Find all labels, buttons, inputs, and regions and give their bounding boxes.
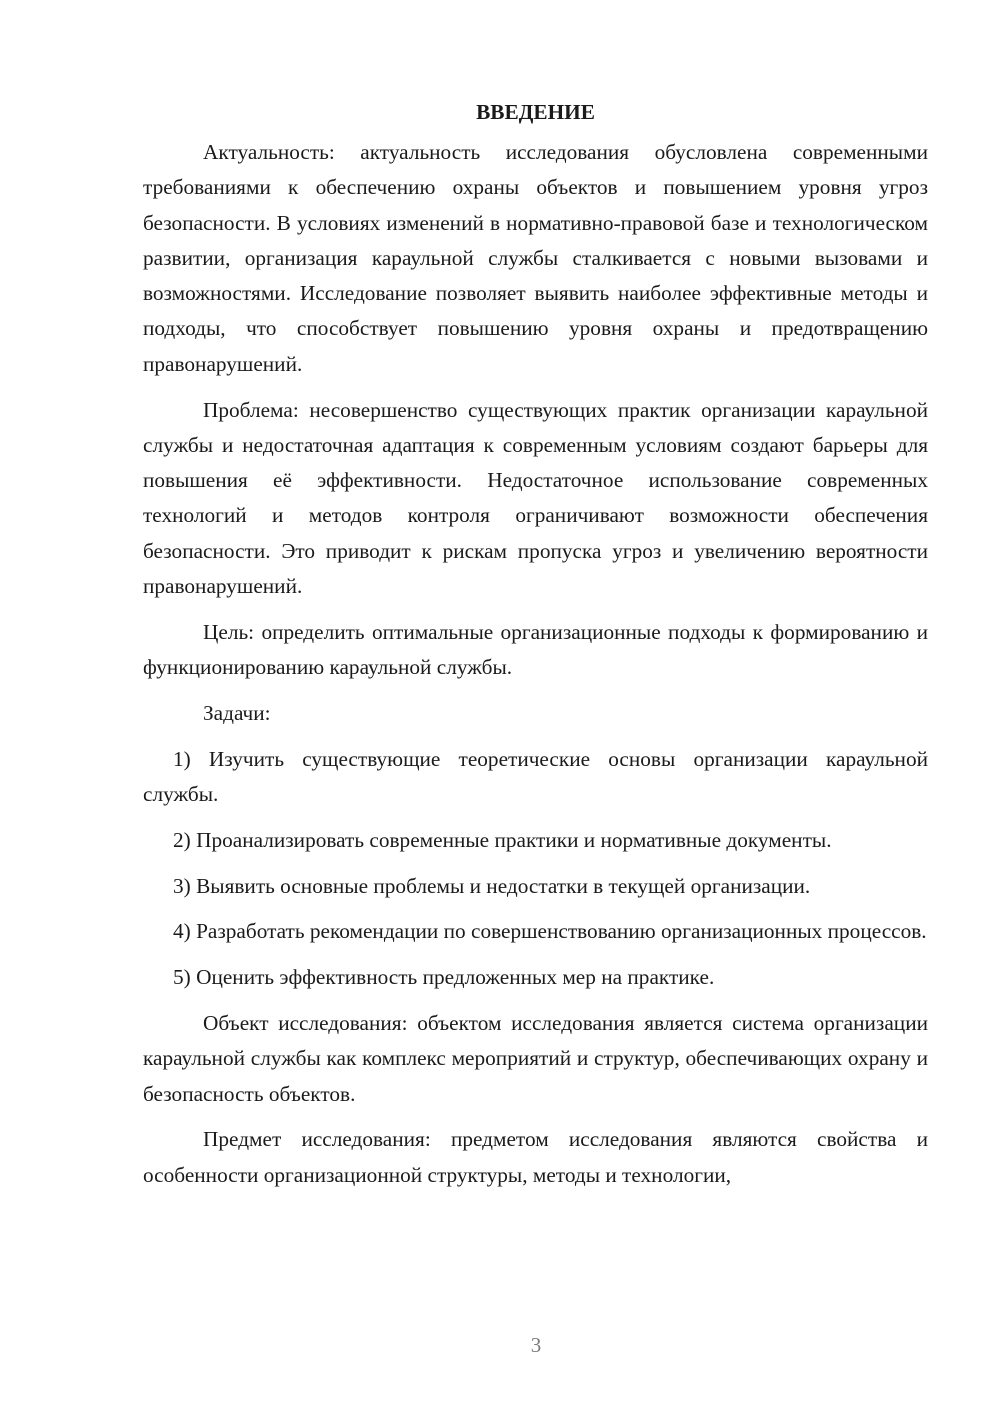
relevance-paragraph: Актуальность: актуальность исследования обусловлена современными требованиями к обеспечению охраны объектов и повышением уровня угроз безопасности. В условиях изменений в нормативно-правовой базе и технологическом развитии, организация караульной службы сталкивается с новыми вызовами и возможностями. Исследование позволяет выявить наиболее эффективные методы и подходы, что способствует повышению уровня охраны и предотвращению правонарушений. — [143, 140, 928, 376]
tasks-heading: Задачи: — [203, 700, 271, 725]
problem-paragraph: Проблема: несовершенство существующих практик организации караульной службы и недостаточная адаптация к современным условиям создают барьеры для повышения её эффективности. Недостаточное использование современных технологий и методов контроля ограничивают возможности обеспечения безопасности. Это приводит к рискам пропуска угроз и увеличению вероятности правонарушений. — [143, 397, 928, 599]
task-item-4: 4) Разработать рекомендации по совершенствованию организационных процессов. — [173, 919, 927, 944]
task-item-5: 5) Оценить эффективность предложенных мер на практике. — [173, 965, 715, 990]
object-paragraph: Объект исследования: объектом исследования является система организации караульной службы как комплекс мероприятий и структур, обеспечивающих охрану и безопасность объектов. — [143, 1011, 928, 1106]
section-title: ВВЕДЕНИЕ — [476, 100, 595, 124]
task-item-2: 2) Проанализировать современные практики и нормативные документы. — [173, 827, 832, 852]
document-page — [143, 97, 928, 1193]
task-item-1: 1) Изучить существующие теоретические основы организации караульной службы. — [143, 746, 928, 807]
goal-paragraph: Цель: определить оптимальные организационные подходы к формированию и функционированию караульной службы. — [143, 619, 928, 680]
task-item-3: 3) Выявить основные проблемы и недостатки в текущей организации. — [173, 873, 811, 898]
page-number: 3 — [530, 1333, 542, 1357]
subject-paragraph: Предмет исследования: предметом исследования являются свойства и особенности организационной структуры, методы и технологии, — [143, 1127, 928, 1187]
